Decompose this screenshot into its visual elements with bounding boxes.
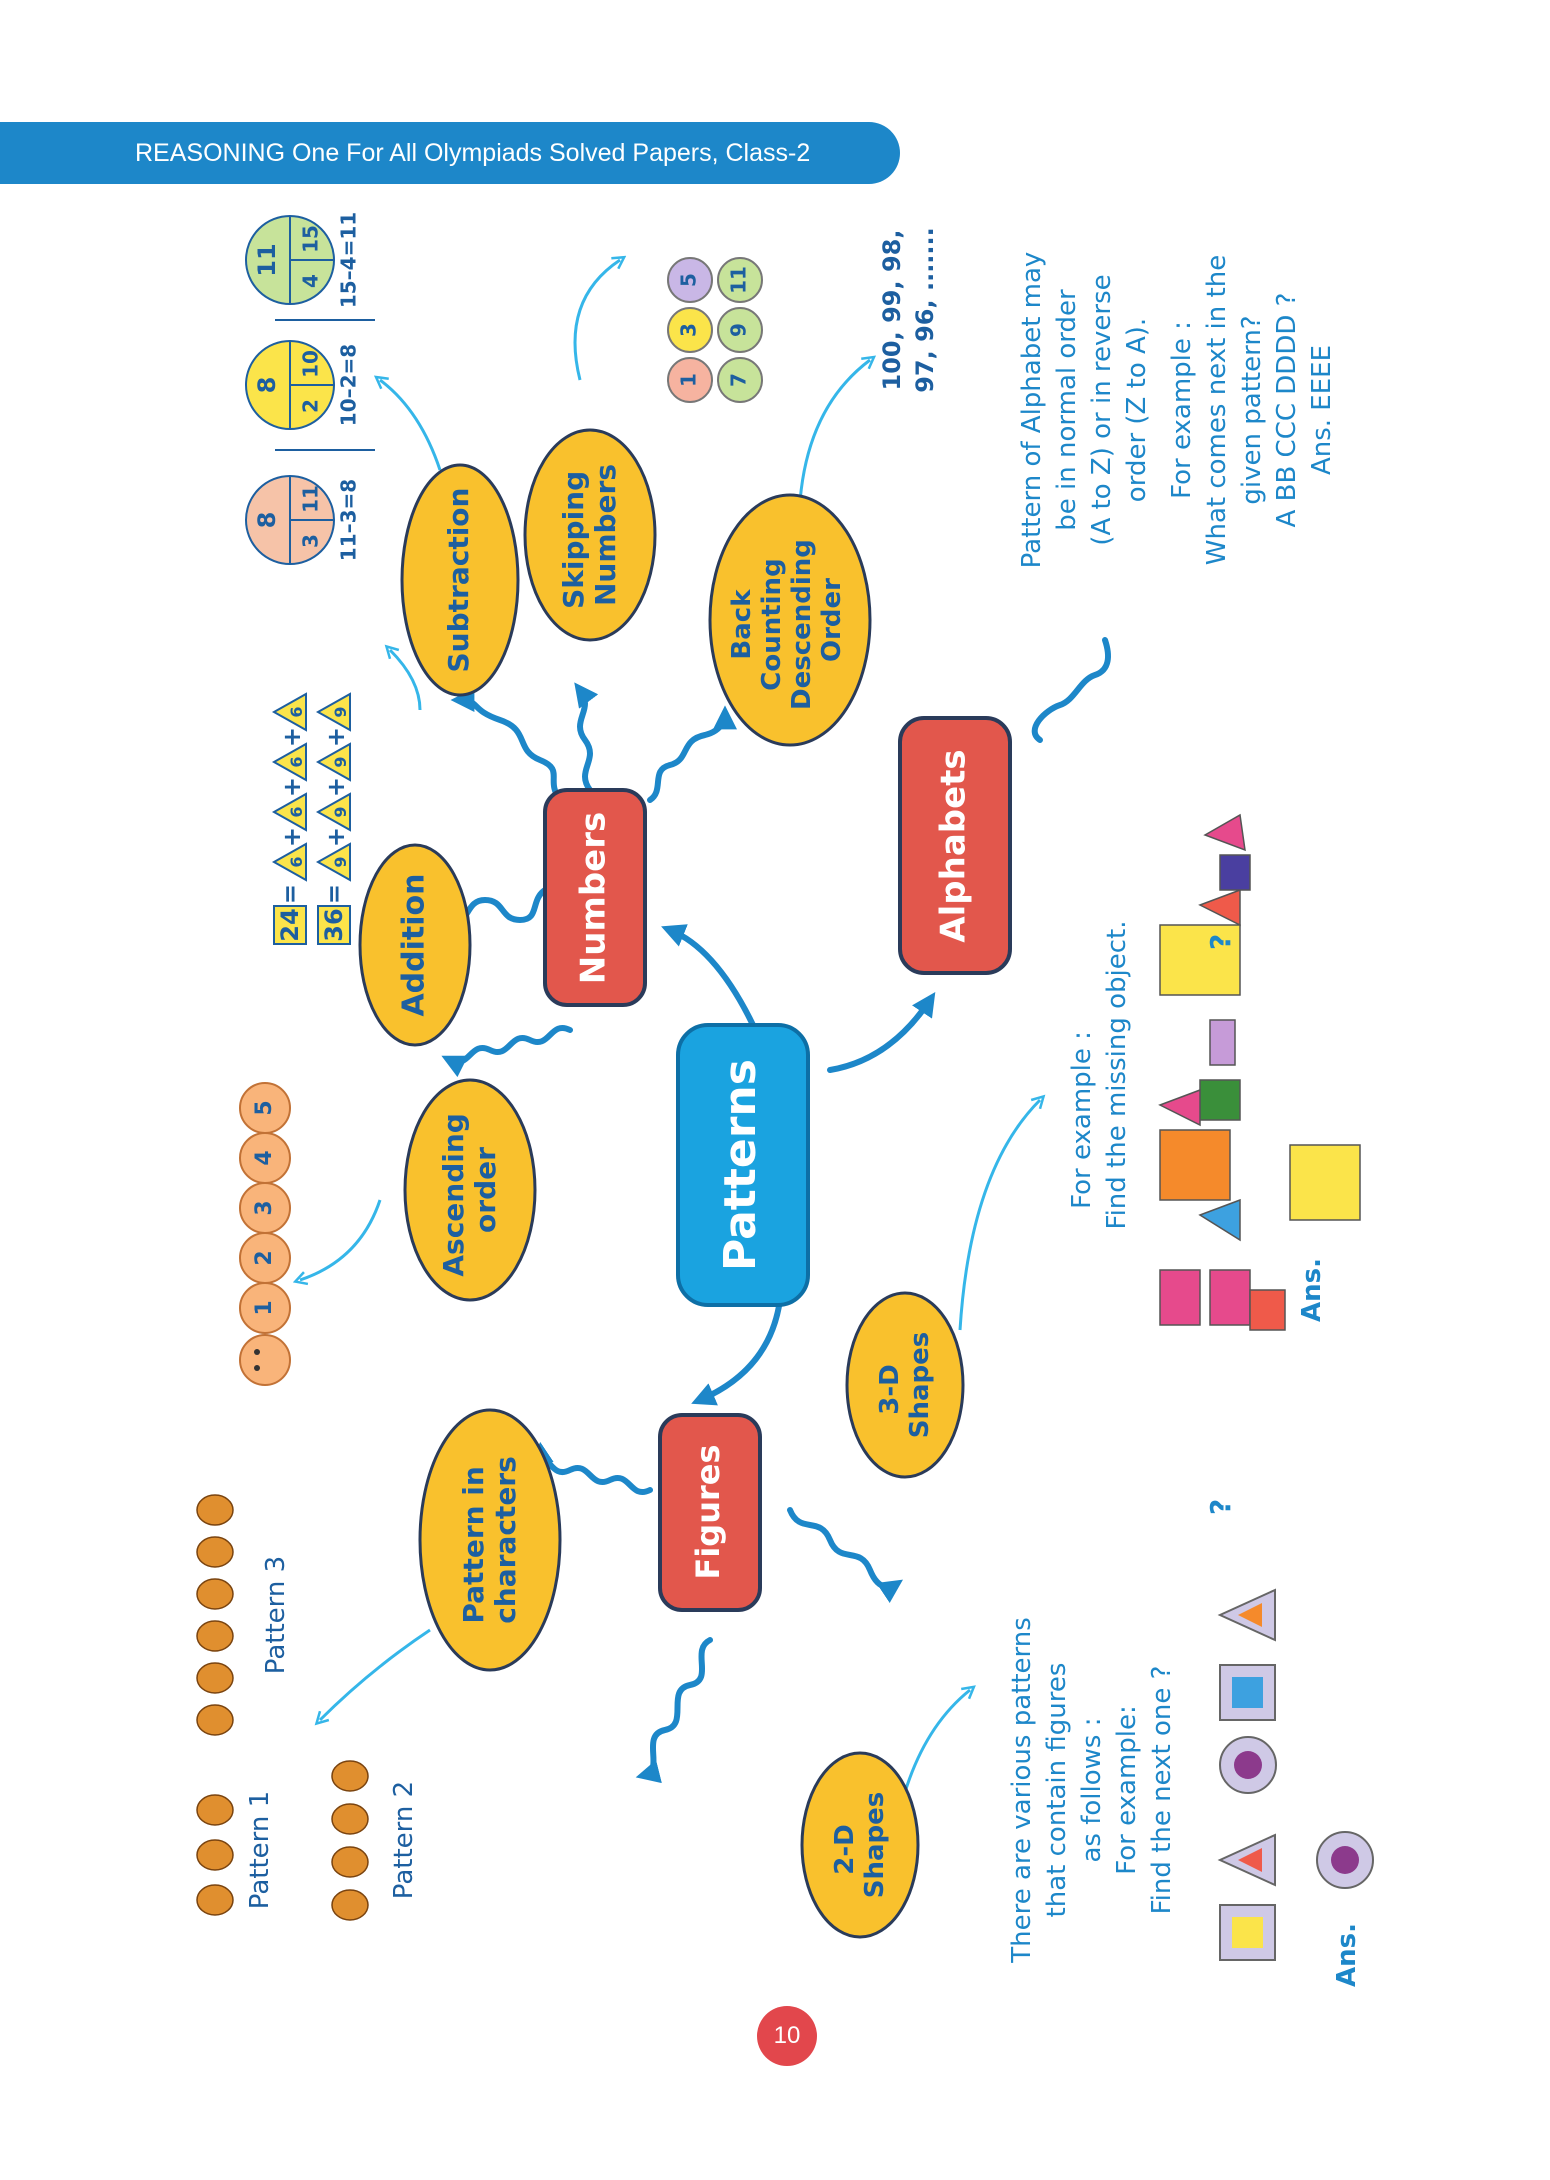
shapes3d-question: ?: [1204, 933, 1237, 950]
subtraction-circle-2: [246, 341, 361, 429]
node-2d-shapes[interactable]: [802, 1753, 918, 1937]
skip-9: 9: [726, 323, 751, 337]
node-figures[interactable]: [660, 1415, 760, 1610]
node-ascending-line1: Ascending: [437, 1113, 470, 1277]
pattern-characters: [197, 1495, 419, 1920]
node-ascending[interactable]: [405, 1080, 535, 1300]
node-chars-line2: characters: [489, 1456, 522, 1624]
addition-row2-v4: 9: [331, 706, 350, 718]
addition-row1-plus3: +: [278, 726, 306, 748]
bead-2: 2: [252, 1250, 277, 1266]
sub1-eq: 11–3=8: [336, 478, 361, 562]
sub3-eq: 15–4=11: [336, 211, 361, 309]
node-3d-shapes[interactable]: [847, 1293, 963, 1477]
addition-row1-v3: 6: [287, 756, 306, 768]
sub2-bl: 2: [298, 399, 323, 413]
shapes2d-question: ?: [1204, 1498, 1237, 1515]
sub3-br: 15: [298, 225, 323, 253]
sub2-top: 8: [253, 376, 281, 394]
node-back-line4: Order: [817, 578, 847, 662]
alphabet-line-6: What comes next in the: [1202, 254, 1232, 566]
shapes2d-line5: Find the next one ?: [1147, 1665, 1177, 1915]
node-patterns[interactable]: [678, 1025, 808, 1305]
alphabet-text: [1017, 252, 1337, 569]
connector-center-figures: [700, 1300, 780, 1400]
sub3-top: 11: [253, 243, 281, 277]
arrow-3d: [960, 1100, 1040, 1330]
caterpillar-head: [240, 1335, 290, 1385]
alphabet-line-1: Pattern of Alphabet may: [1017, 251, 1047, 569]
node-skipping-line1: Skipping: [557, 470, 590, 609]
node-back-line1: Back: [727, 589, 757, 660]
arrow-subtraction: [380, 380, 440, 470]
shapes3d-example: [1067, 815, 1360, 1330]
node-back-counting[interactable]: [710, 495, 870, 745]
connector-alphabets-text: [1035, 640, 1108, 740]
sub3-bl: 4: [298, 274, 323, 288]
node-3d-line1: 3-D: [875, 1364, 905, 1415]
pattern-1-label: Pattern 1: [245, 1790, 275, 1910]
svg-text:Pattern in characters: [457, 1456, 522, 1624]
addition-row1-plus2: +: [278, 776, 306, 798]
bead-1: 1: [252, 1300, 277, 1316]
header-title: REASONING One For All Olympiads Solved Papers, Class-2: [135, 139, 811, 167]
subtraction-circle-1: [246, 476, 361, 564]
addition-row2-plus3: +: [322, 726, 350, 748]
addition-row1-v2: 6: [287, 806, 306, 818]
shapes3d-ans-label: Ans.: [1297, 1258, 1327, 1322]
node-alphabets-label: Alphabets: [933, 749, 974, 943]
node-skipping[interactable]: [525, 430, 655, 640]
skip-7: 7: [726, 373, 751, 387]
connector-figures-3d: [790, 1510, 895, 1587]
sub2-eq: 10–2=8: [336, 343, 361, 427]
connector-figures-2d: [645, 1640, 710, 1775]
addition-row2-plus1: +: [322, 826, 350, 848]
subtraction-circle-3: [246, 212, 361, 308]
alphabet-line-3: (A to Z) or in reverse: [1087, 274, 1117, 546]
alphabet-line-7: given pattern?: [1237, 315, 1267, 505]
shapes2d-line4: For example:: [1112, 1705, 1142, 1875]
skip-5: 5: [676, 273, 701, 287]
ascending-beads: [240, 1083, 290, 1385]
node-chars-line1: Pattern in: [457, 1466, 490, 1624]
node-alphabets[interactable]: [900, 718, 1010, 973]
sub1-top: 8: [253, 511, 281, 529]
shapes2d-line2: that contain figures: [1042, 1662, 1072, 1918]
alphabet-line-8: A BB CCC DDDD ?: [1272, 292, 1302, 528]
bead-4: 4: [252, 1150, 277, 1166]
subtraction-example: [246, 212, 375, 564]
bead-3: 3: [252, 1200, 277, 1216]
bead-5: 5: [252, 1100, 277, 1116]
node-pattern-chars[interactable]: [420, 1410, 560, 1670]
node-back-line3: Descending: [787, 539, 817, 710]
sub1-bl: 3: [298, 534, 323, 548]
node-skipping-line2: Numbers: [589, 463, 622, 607]
descending-text: [878, 227, 939, 393]
shapes3d-line2: Find the missing object.: [1102, 920, 1132, 1230]
node-numbers-label: Numbers: [573, 811, 614, 985]
node-subtraction-label: Subtraction: [442, 487, 475, 673]
connector-numbers-skipping: [580, 690, 590, 790]
alphabet-line-2: be in normal order: [1052, 289, 1082, 531]
connector-numbers-back: [650, 715, 725, 800]
connector-numbers-ascending: [450, 1028, 570, 1062]
shapes2d-ans-label: Ans.: [1332, 1923, 1362, 1987]
addition-row2-v1: 9: [331, 856, 350, 868]
node-numbers[interactable]: [545, 790, 645, 1005]
skip-circles: [668, 258, 762, 402]
shapes2d-line3: as follows :: [1077, 1717, 1107, 1863]
node-3d-line2: Shapes: [905, 1331, 935, 1439]
page-number-badge: 10: [757, 2006, 817, 2066]
node-addition-label: Addition: [396, 873, 432, 1017]
addition-row1-v1: 6: [287, 856, 306, 868]
addition-row2-v2: 9: [331, 806, 350, 818]
connector-numbers-subtraction: [460, 700, 560, 800]
addition-row1-plus1: +: [278, 826, 306, 848]
skip-1: 1: [676, 373, 701, 387]
alphabet-line-4: order (Z to A).: [1122, 317, 1152, 503]
shapes2d-example: [1007, 1499, 1373, 1987]
descending-line2: 97, 96, .......: [911, 227, 939, 393]
node-ascending-line2: order: [469, 1147, 502, 1233]
addition-row2-plus2: +: [322, 776, 350, 798]
addition-example: [274, 694, 350, 944]
addition-row2-v3: 9: [331, 756, 350, 768]
sub1-br: 11: [298, 485, 323, 513]
pattern-2-label: Pattern 2: [389, 1780, 419, 1900]
skip-11: 11: [726, 266, 751, 294]
sub2-br: 10: [298, 350, 323, 378]
skip-3: 3: [676, 323, 701, 337]
addition-row1-total: 24: [276, 908, 304, 942]
pattern-3-label: Pattern 3: [261, 1555, 291, 1675]
node-patterns-label: Patterns: [715, 1059, 766, 1271]
addition-row2-total: 36: [320, 908, 348, 942]
arrow-2d: [900, 1690, 970, 1810]
node-addition[interactable]: [360, 845, 470, 1045]
addition-row1-v4: 6: [287, 706, 306, 718]
svg-text:Skipping Numbers: [557, 461, 622, 609]
alphabet-line-5: For example :: [1167, 321, 1197, 499]
descending-line1: 100, 99, 98,: [878, 229, 906, 391]
addition-row1-equals: =: [276, 883, 304, 905]
connector-center-alphabets: [830, 1000, 930, 1070]
arrow-skipping: [575, 260, 620, 380]
node-back-line2: Counting: [757, 558, 787, 691]
arrow-chars: [320, 1630, 430, 1720]
node-subtraction[interactable]: [402, 465, 518, 695]
node-figures-label: Figures: [689, 1444, 727, 1580]
arrow-ascending: [300, 1200, 380, 1280]
addition-row2-equals: =: [320, 883, 348, 905]
alphabet-line-9: Ans. EEEE: [1307, 344, 1337, 476]
node-2d-line1: 2-D: [830, 1824, 860, 1875]
node-2d-line2: Shapes: [860, 1791, 890, 1899]
shapes2d-line1: There are various patterns: [1007, 1617, 1037, 1963]
shapes3d-line1: For example :: [1067, 1031, 1097, 1209]
arrow-addition: [390, 650, 420, 710]
